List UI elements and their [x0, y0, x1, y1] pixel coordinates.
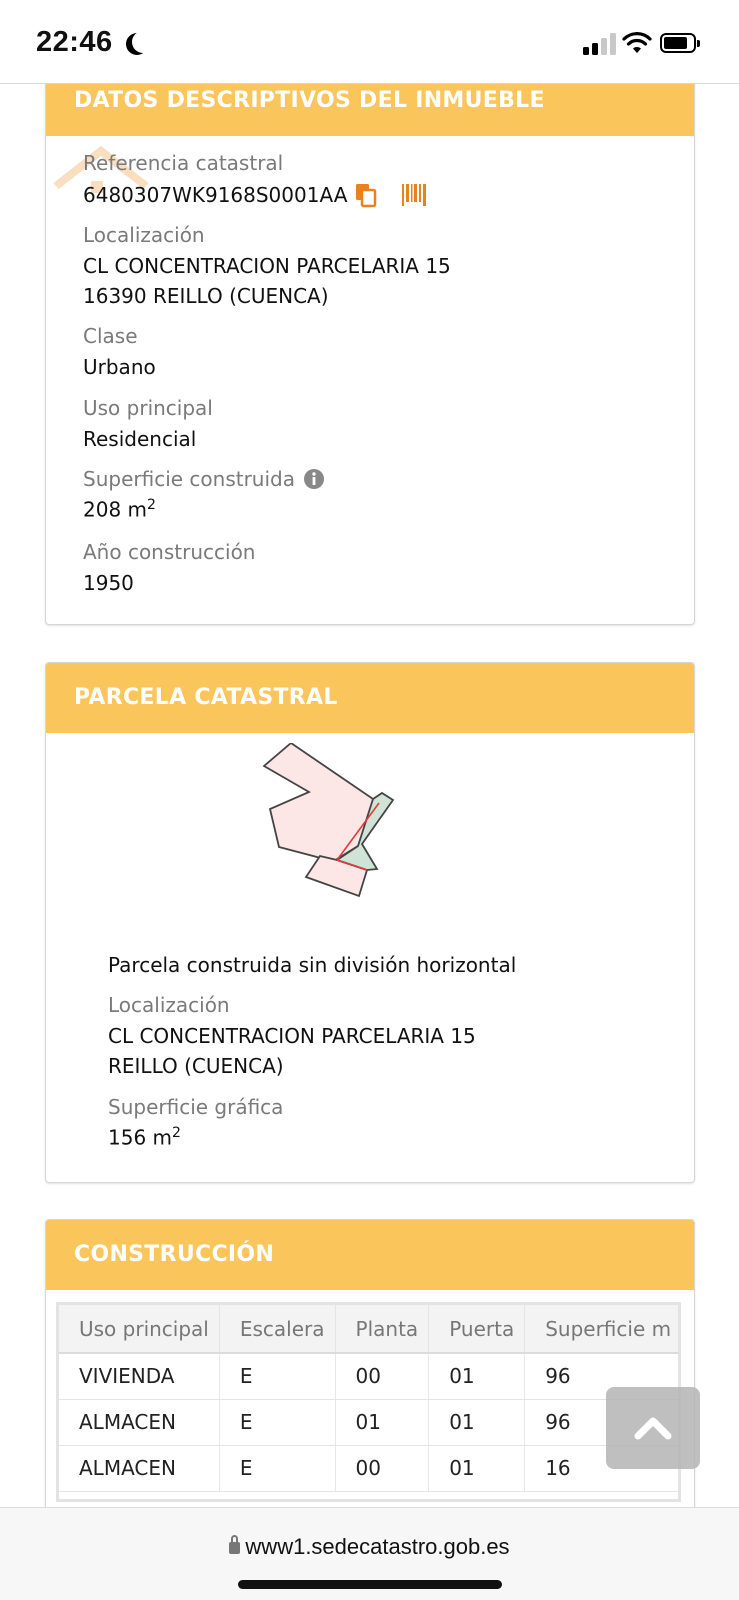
table-cell: 96 [525, 1353, 681, 1399]
column-header: Escalera [219, 1305, 335, 1353]
superficie-grafica-label: Superficie gráfica [108, 1095, 284, 1119]
table-cell: 00 [335, 1445, 429, 1491]
referencia-value: 6480307WK9168S0001AA [83, 183, 348, 207]
status-time: 22:46 [36, 26, 113, 58]
table-cell: VIVIENDA [59, 1353, 219, 1399]
parcela-localizacion-label: Localización [108, 993, 230, 1017]
table-header-row [59, 1305, 681, 1353]
localizacion-label: Localización [83, 223, 205, 247]
construccion-card [45, 1219, 695, 1539]
uso-principal-label: Uso principal [83, 396, 213, 420]
clase-label: Clase [83, 324, 138, 348]
superficie-construida-label: Superficie construida [83, 467, 295, 491]
anio-construccion-label: Año construcción [83, 540, 256, 564]
uso-principal-value: Residencial [83, 427, 197, 451]
address-bar[interactable] [0, 1534, 739, 1560]
referencia-row [83, 182, 427, 208]
datos-inmueble-header: DATOS DESCRIPTIVOS DEL INMUEBLE [46, 61, 694, 136]
table-cell: 96 [525, 1399, 681, 1445]
localizacion-line1: CL CONCENTRACION PARCELARIA 15 [83, 254, 451, 278]
column-header: Planta [335, 1305, 429, 1353]
table-cell: E [219, 1353, 335, 1399]
scroll-to-top-button[interactable] [606, 1387, 700, 1469]
anio-construccion-value: 1950 [83, 571, 134, 595]
table-cell: 01 [335, 1399, 429, 1445]
table-cell: 16 [525, 1445, 681, 1491]
column-header: Puerta [429, 1305, 525, 1353]
table-cell: 01 [429, 1399, 525, 1445]
table-cell: ALMACEN [59, 1445, 219, 1491]
parcela-localizacion-line2: REILLO (CUENCA) [108, 1054, 284, 1078]
superficie-construida-number: 208 m [83, 497, 148, 522]
parcela-catastral-card [45, 662, 695, 1183]
browser-bottom-bar [0, 1507, 739, 1600]
referencia-label: Referencia catastral [83, 151, 284, 175]
superficie-grafica-number: 156 m [108, 1125, 173, 1150]
construccion-table [59, 1305, 681, 1492]
construccion-header: CONSTRUCCIÓN [46, 1220, 694, 1290]
parcela-tipo: Parcela construida sin división horizontal [108, 953, 517, 977]
superficie-grafica-value [108, 1125, 181, 1150]
table-cell: E [219, 1399, 335, 1445]
column-header: Superficie m [525, 1305, 681, 1353]
lock-icon [229, 1542, 240, 1554]
battery-icon [660, 33, 696, 53]
chevron-up-icon [606, 1387, 700, 1469]
construccion-table-scroll[interactable] [56, 1302, 681, 1502]
url-text: www1.sedecatastro.gob.es [245, 1534, 510, 1559]
table-cell: E [219, 1445, 335, 1491]
superficie-grafica-sup: 2 [172, 1125, 181, 1141]
superficie-construida-sup: 2 [147, 497, 156, 513]
do-not-disturb-moon-icon [132, 31, 154, 53]
superficie-construida-row [83, 467, 325, 491]
parcela-localizacion-line1: CL CONCENTRACION PARCELARIA 15 [108, 1024, 476, 1048]
parcela-catastral-header: PARCELA CATASTRAL [46, 663, 694, 733]
table-row [59, 1445, 681, 1491]
table-cell: 01 [429, 1353, 525, 1399]
table-cell: 00 [335, 1353, 429, 1399]
cellular-signal-icon [583, 33, 617, 55]
status-bar [0, 0, 739, 84]
localizacion-line2: 16390 REILLO (CUENCA) [83, 284, 329, 308]
info-icon[interactable] [303, 468, 325, 490]
table-row [59, 1353, 681, 1399]
copy-icon[interactable] [353, 182, 379, 208]
wifi-icon [622, 31, 652, 55]
superficie-construida-value [83, 497, 156, 522]
clase-value: Urbano [83, 355, 156, 379]
home-indicator[interactable] [238, 1580, 502, 1589]
datos-inmueble-card [45, 60, 695, 625]
table-cell: ALMACEN [59, 1399, 219, 1445]
barcode-icon[interactable] [401, 183, 427, 207]
column-header: Uso principal [59, 1305, 219, 1353]
table-cell: 01 [429, 1445, 525, 1491]
table-row [59, 1399, 681, 1445]
